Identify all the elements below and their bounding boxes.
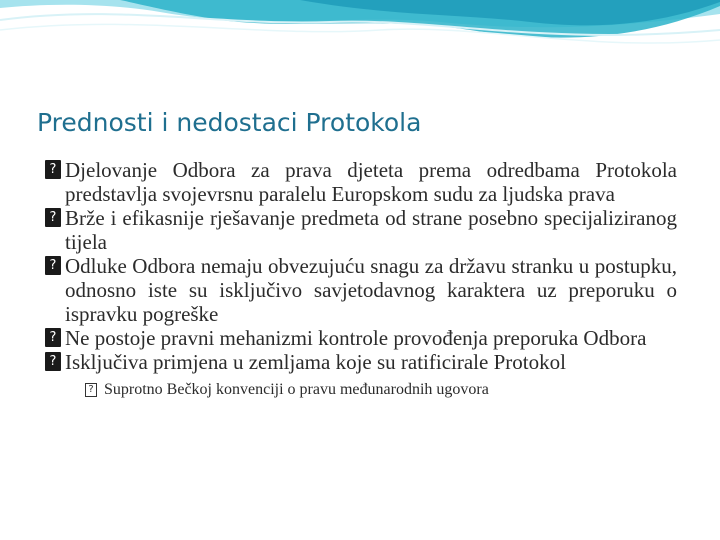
bullet-item xyxy=(45,350,677,374)
bullet-item xyxy=(45,158,677,206)
bullet-text: Brže i efikasnije rješavanje predmeta od strane posebno specijaliziranog tijela xyxy=(65,206,677,254)
bullet-text: Odluke Odbora nemaju obvezujuću snagu za državu stranku u postupku, odnosno iste su isključivo savjetodavnog karaktera uz preporuku o ispravku pogreške xyxy=(65,254,677,326)
missing-glyph-box-icon: ? xyxy=(45,208,61,227)
missing-glyph-box-icon: ? xyxy=(45,160,61,179)
bullet-text: Isključiva primjena u zemljama koje su ratificirale Protokol xyxy=(65,350,566,374)
wave-decoration-icon xyxy=(0,0,720,90)
bullet-text: Djelovanje Odbora za prava djeteta prema odredbama Protokola predstavlja svojevrsnu paralelu Europskom sudu za ljudska prava xyxy=(65,158,677,206)
sub-bullet-item xyxy=(45,380,677,400)
bullet-list xyxy=(45,158,677,400)
sub-bullet-text: Suprotno Bečkoj konvenciji o pravu međunarodnih ugovora xyxy=(104,381,489,398)
bullet-text: Ne postoje pravni mehanizmi kontrole provođenja preporuka Odbora xyxy=(65,326,647,350)
missing-glyph-box-icon: ? xyxy=(45,352,61,371)
slide-title: Prednosti i nedostaci Protokola xyxy=(37,108,422,137)
bullet-item xyxy=(45,206,677,254)
missing-glyph-box-icon: ? xyxy=(45,328,61,347)
bullet-item xyxy=(45,254,677,326)
bullet-item xyxy=(45,326,677,350)
missing-glyph-box-icon: ? xyxy=(45,256,61,275)
missing-glyph-box-icon: ? xyxy=(85,383,97,397)
